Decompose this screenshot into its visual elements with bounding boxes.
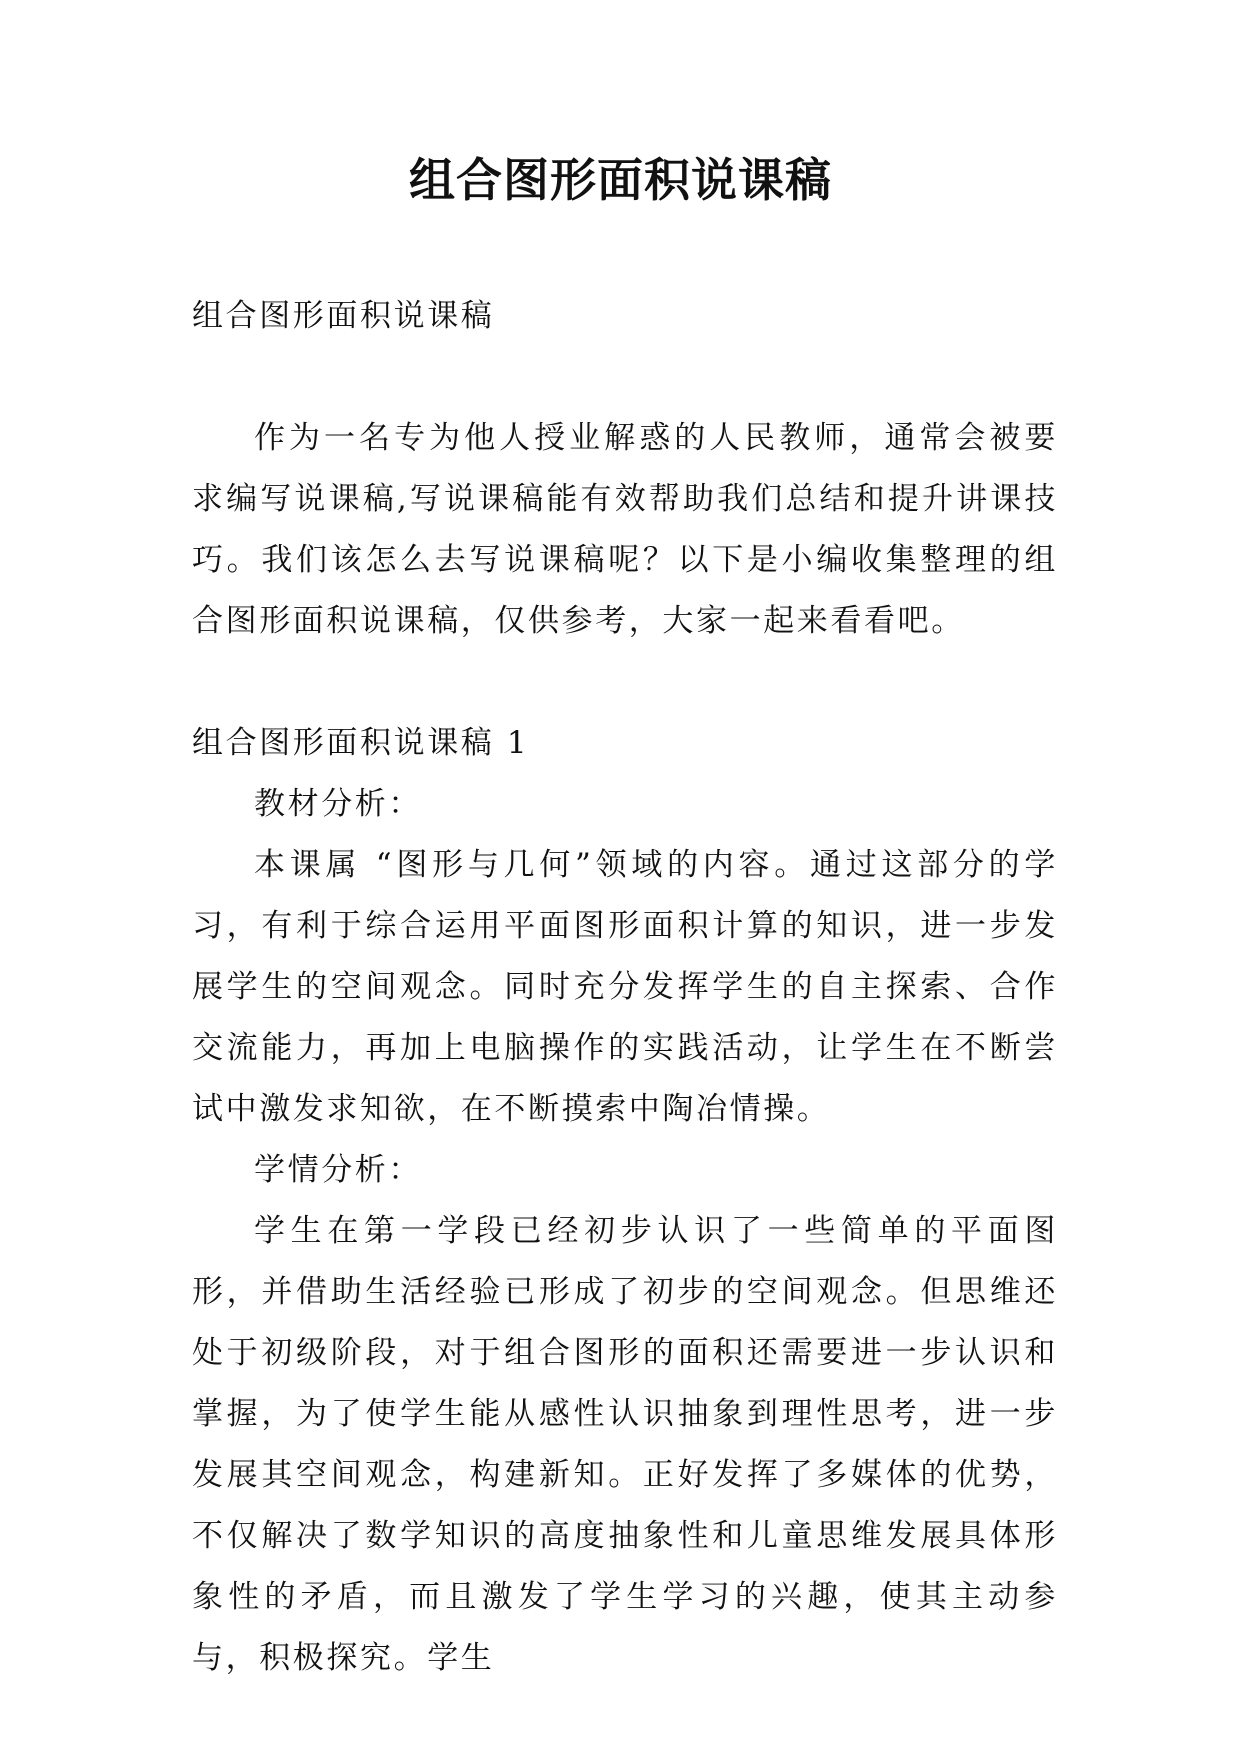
intro-paragraph: 作为一名专为他人授业解惑的人民教师，通常会被要求编写说课稿,写说课稿能有效帮助我们总结和提升讲课技巧。我们该怎么去写说课稿呢？以下是小编收集整理的组合图形面积说课稿，仅供参考，大家一起来看看吧。 bbox=[192, 420, 1058, 639]
document-title: 组合图形面积说课稿 bbox=[409, 153, 832, 207]
student-analysis-heading: 学情分析： bbox=[254, 1152, 422, 1188]
document-subtitle: 组合图形面积说课稿 bbox=[192, 298, 495, 334]
document-body bbox=[192, 286, 1058, 1689]
material-analysis-paragraph: 本课属 “图形与几何”领域的内容。通过这部分的学习，有利于综合运用平面图形面积计算的知识，进一步发展学生的空间观念。同时充分发挥学生的自主探索、合作交流能力，再加上电脑操作的实践活动，让学生在不断尝试中激发求知欲，在不断摸索中陶冶情操。 bbox=[192, 847, 1058, 1127]
section-heading: 组合图形面积说课稿 1 bbox=[192, 725, 530, 761]
student-analysis-paragraph: 学生在第一学段已经初步认识了一些简单的平面图形，并借助生活经验已形成了初步的空间观念。但思维还处于初级阶段，对于组合图形的面积还需要进一步认识和掌握，为了使学生能从感性认识抽象到理性思考，进一步发展其空间观念，构建新知。正好发挥了多媒体的优势，不仅解决了数学知识的高度抽象性和儿童思维发展具体形象性的矛盾，而且激发了学生学习的兴趣，使其主动参与，积极探究。学生 bbox=[192, 1213, 1058, 1676]
material-analysis-heading: 教材分析： bbox=[254, 786, 422, 822]
